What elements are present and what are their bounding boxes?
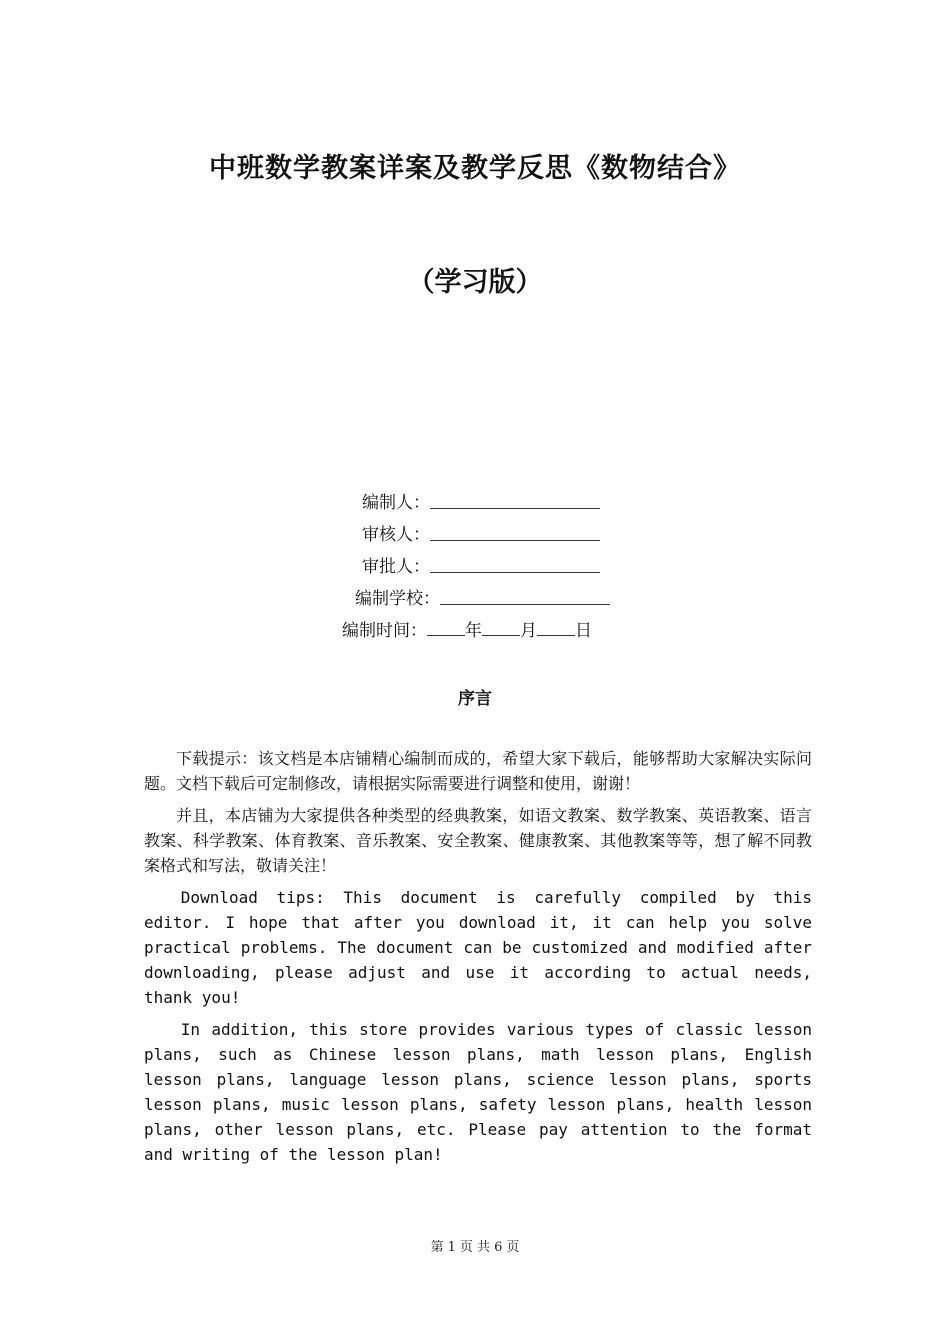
approver-label: 审批人： bbox=[362, 557, 430, 577]
footer-suffix: 页 bbox=[506, 1240, 520, 1255]
approver-blank-line bbox=[430, 572, 600, 573]
time-label: 编制时间： bbox=[342, 621, 427, 641]
preface-paragraph: 并且，本店铺为大家提供各种类型的经典教案，如语文教案、数学教案、英语教案、语言教案、科学教案、体育教案、音乐教案、安全教案、健康教案、其他教案等等，想了解不同教案格式和写法，敬请关注！ bbox=[144, 806, 812, 875]
reviewer-row bbox=[0, 520, 950, 552]
preface-paragraph: 下载提示：该文档是本店铺精心编制而成的，希望大家下载后，能够帮助大家解决实际问题。文档下载后可定制修改，请根据实际需要进行调整和使用，谢谢！ bbox=[144, 749, 812, 793]
month-blank bbox=[482, 619, 520, 636]
approver-row bbox=[0, 552, 950, 584]
reviewer-label: 审核人： bbox=[362, 525, 430, 545]
footer-page-number: 1 bbox=[447, 1240, 456, 1255]
preface-paragraph: Download tips: This document is carefully compiled by this editor. I hope that after you download it, it can help you solve practical problems. The document can be customized and modified after downloading, please adjust and use it according to actual needs, thank you! bbox=[144, 888, 812, 1007]
compiler-blank-line bbox=[430, 508, 600, 509]
time-row bbox=[0, 616, 950, 648]
year-blank bbox=[427, 619, 465, 636]
signature-fields bbox=[0, 488, 950, 648]
preface-body bbox=[144, 746, 812, 1174]
compiler-row bbox=[0, 488, 950, 520]
document-subtitle: （学习版） bbox=[407, 267, 543, 298]
date-line bbox=[342, 616, 592, 641]
month-label: 月 bbox=[520, 621, 537, 641]
day-label: 日 bbox=[575, 621, 592, 641]
document-title: 中班数学教案详案及教学反思《数物结合》 bbox=[209, 153, 741, 184]
compiler-label: 编制人： bbox=[362, 493, 430, 513]
footer-prefix: 第 bbox=[430, 1240, 444, 1255]
footer-middle: 页 共 bbox=[459, 1240, 491, 1255]
school-row bbox=[0, 584, 950, 616]
preface-heading: 序言 bbox=[458, 689, 492, 709]
footer-total-pages: 6 bbox=[494, 1240, 503, 1255]
reviewer-blank-line bbox=[430, 540, 600, 541]
school-label: 编制学校： bbox=[355, 589, 440, 609]
day-blank bbox=[537, 619, 575, 636]
year-label: 年 bbox=[465, 621, 482, 641]
school-blank-line bbox=[440, 604, 610, 605]
page-footer bbox=[0, 1236, 950, 1255]
preface-paragraph: In addition, this store provides various types of classic lesson plans, such as Chinese lesson plans, math lesson plans, English lesson plans, language lesson plans, science lesson plans, sports lesson plans, music lesson plans, safety lesson plans, health lesson plans, other lesson plans, etc. Please pay attention to the format and writing of the lesson plan! bbox=[144, 1020, 812, 1164]
